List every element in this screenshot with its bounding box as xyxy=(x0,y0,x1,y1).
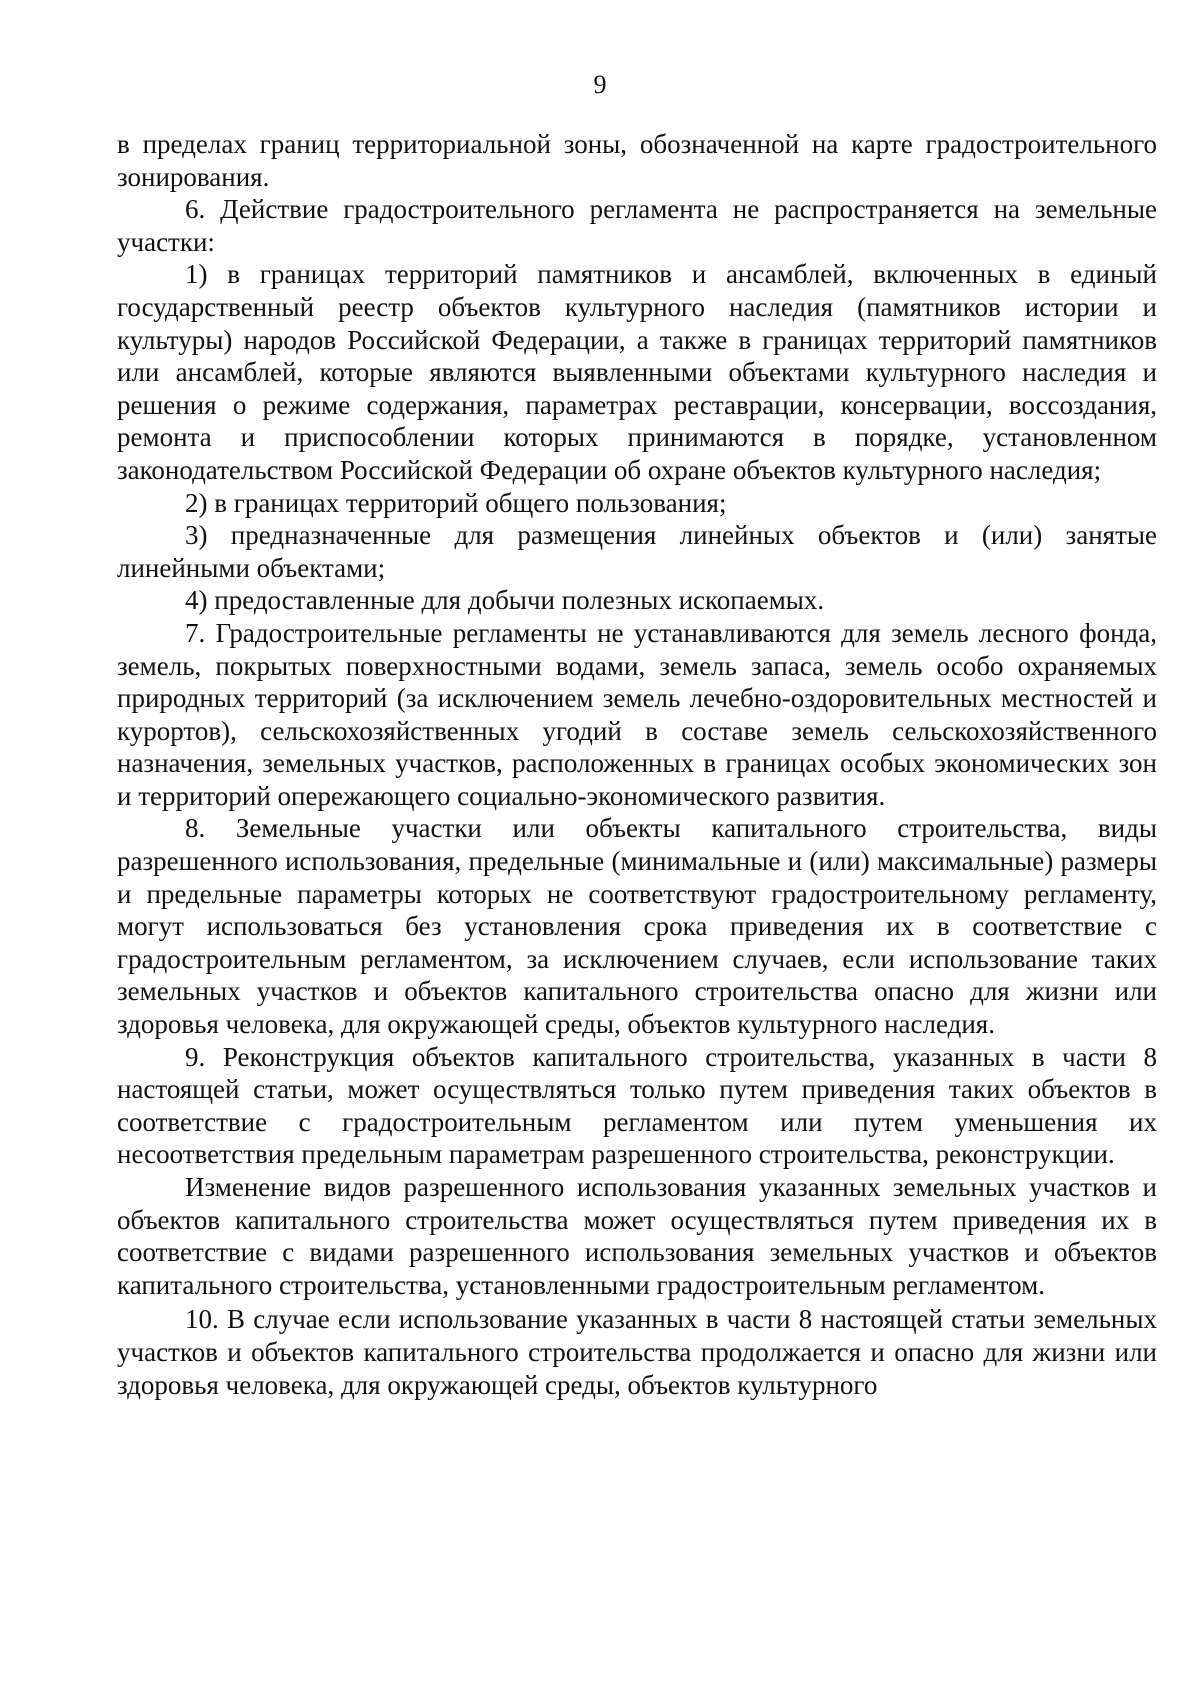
paragraph-10: 10. В случае если использование указанных в части 8 настоящей статьи земельных участков и объектов капитального строительства продолжается и опасно для жизни или здоровья человека, для окружающей среды, объектов культурного xyxy=(117,1304,1157,1400)
paragraph-8: 8. Земельные участки или объекты капитального строительства, виды разрешенного использования, предельные (минимальные и (или) максимальные) размеры и предельные параметры которых не соответствуют градостроительному регламенту, могут использоваться без установления срока приведения их в соответствие с градостроительным регламентом, за исключением случаев, если использование таких земельных участков и объектов капитального строительства опасно для жизни или здоровья человека, для окружающей среды, объектов культурного наследия. xyxy=(117,813,1157,1040)
list-item-2: 2) в границах территорий общего пользования; xyxy=(185,487,727,518)
page-number: 9 xyxy=(593,70,607,99)
list-item-3: 3) предназначенные для размещения линейных объектов и (или) занятые линейными объектами; xyxy=(117,520,1157,583)
paragraph-continuation: в пределах границ территориальной зоны, обозначенной на карте градостроительного зонирования. xyxy=(117,129,1157,192)
paragraph-9-change-of-use: Изменение видов разрешенного использования указанных земельных участков и объектов капитального строительства может осуществляться путем приведения их в соответствие с видами разрешенного использования земельных участков и объектов капитального строительства, установленными градостроительным регламентом. xyxy=(117,1172,1157,1300)
list-item-1: 1) в границах территорий памятников и ансамблей, включенных в единый государственный реестр объектов культурного наследия (памятников истории и культуры) народов Российской Федерации, а также в границах территорий памятников или ансамблей, которые являются выявленными объектами культурного наследия и решения о режиме содержания, параметрах реставрации, консервации, воссоздания, ремонта и приспособлении которых принимаются в порядке, установленном законодательством Российской Федерации об охране объектов культурного наследия; xyxy=(117,259,1157,485)
paragraph-9: 9. Реконструкция объектов капитального строительства, указанных в части 8 настоящей статьи, может осуществляться только путем приведения таких объектов в соответствие с градостроительным регламентом или путем уменьшения их несоответствия предельным параметрам разрешенного строительства, реконструкции. xyxy=(117,1041,1157,1170)
document-body xyxy=(117,128,1157,1401)
list-item-4: 4) предоставленные для добычи полезных ископаемых. xyxy=(185,585,825,616)
paragraph-6: 6. Действие градостроительного регламента не распространяется на земельные участки: xyxy=(117,194,1157,257)
paragraph-7: 7. Градостроительные регламенты не устанавливаются для земель лесного фонда, земель, покрытых поверхностными водами, земель запаса, земель особо охраняемых природных территорий (за исключением земель лечебно-оздоровительных местностей и курортов), сельскохозяйственных угодий в составе земель сельскохозяйственного назначения, земельных участков, расположенных в границах особых экономических зон и территорий опережающего социально-экономического развития. xyxy=(117,617,1157,811)
